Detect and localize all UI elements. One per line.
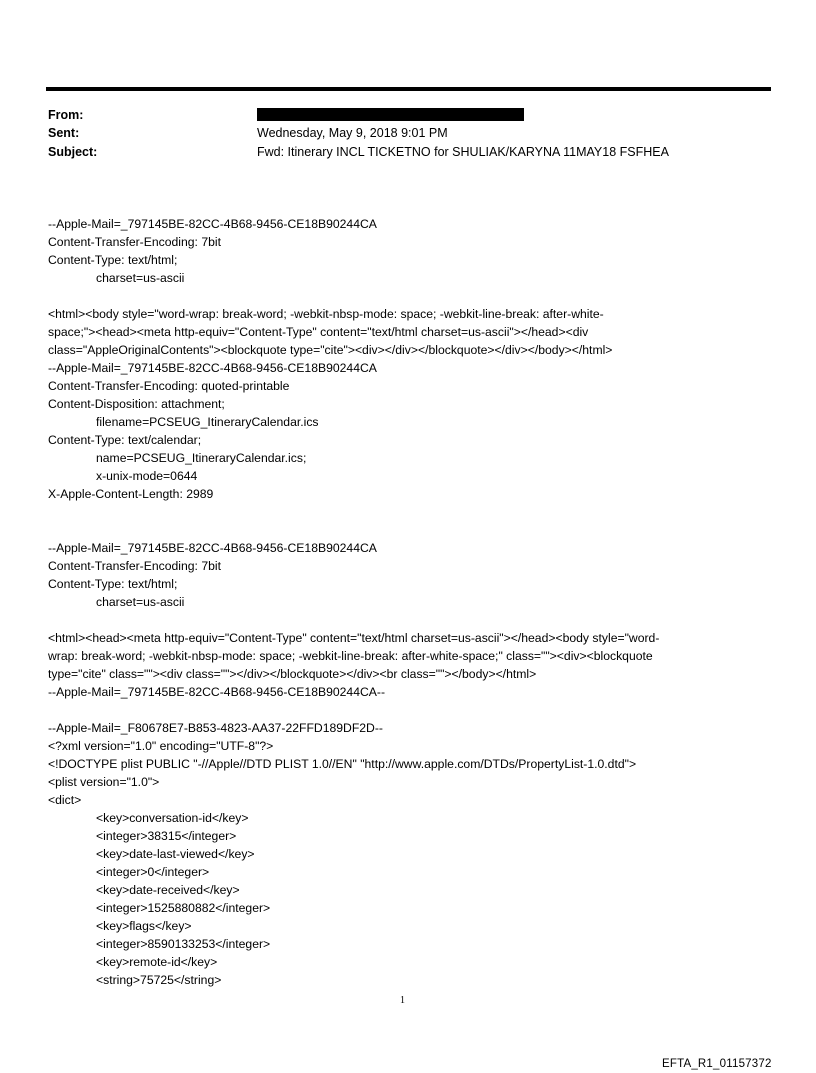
mime-block-5 — [48, 719, 778, 989]
body-line: --Apple-Mail=_F80678E7-B853-4823-AA37-22FFD189DF2D-- — [48, 721, 383, 735]
bates-number: EFTA_R1_01157372 — [662, 1058, 772, 1070]
body-line: X-Apple-Content-Length: 2989 — [48, 487, 214, 501]
body-line: class="AppleOriginalContents"><blockquote type="cite"><div></div></blockquote></div></body></html> — [48, 343, 613, 357]
body-line: <html><head><meta http-equiv="Content-Type" content="text/html charset=us-ascii"></head><body style="word- — [48, 631, 660, 645]
body-line: --Apple-Mail=_797145BE-82CC-4B68-9456-CE18B90244CA — [48, 541, 377, 555]
body-line: <?xml version="1.0" encoding="UTF-8"?> — [48, 739, 274, 753]
body-line: <key>date-received</key> — [96, 883, 240, 897]
sent-value: Wednesday, May 9, 2018 9:01 PM — [257, 126, 448, 140]
body-line: charset=us-ascii — [96, 595, 185, 609]
body-line: Content-Transfer-Encoding: 7bit — [48, 559, 221, 573]
body-line: x-unix-mode=0644 — [96, 469, 198, 483]
body-line: type="cite" class=""><div class=""></div></blockquote></div><br class=""></body></html> — [48, 667, 537, 681]
body-line: <key>flags</key> — [96, 919, 192, 933]
body-line: Content-Type: text/html; — [48, 253, 178, 267]
subject-value: Fwd: Itinerary INCL TICKETNO for SHULIAK/KARYNA 11MAY18 FSFHEA — [257, 145, 669, 159]
page-number: 1 — [400, 995, 405, 1006]
body-line: <html><body style="word-wrap: break-word; -webkit-nbsp-mode: space; -webkit-line-break: after-white- — [48, 307, 604, 321]
body-line: name=PCSEUG_ItineraryCalendar.ics; — [96, 451, 307, 465]
body-line: filename=PCSEUG_ItineraryCalendar.ics — [96, 415, 319, 429]
body-line: <key>remote-id</key> — [96, 955, 218, 969]
body-line: <integer>0</integer> — [96, 865, 210, 879]
body-line: <!DOCTYPE plist PUBLIC "-//Apple//DTD PLIST 1.0//EN" "http://www.apple.com/DTDs/PropertyList-1.0.dtd"> — [48, 757, 637, 771]
body-line: <integer>38315</integer> — [96, 829, 237, 843]
email-body — [48, 215, 778, 989]
body-line: <key>date-last-viewed</key> — [96, 847, 255, 861]
redaction-bar — [257, 108, 524, 121]
body-line: <plist version="1.0"> — [48, 775, 160, 789]
body-line: charset=us-ascii — [96, 271, 185, 285]
sent-label: Sent: — [48, 126, 80, 140]
body-line: Content-Disposition: attachment; — [48, 397, 225, 411]
body-line: <string>75725</string> — [96, 973, 222, 987]
mime-block-2 — [48, 305, 778, 503]
body-line: <key>conversation-id</key> — [96, 811, 249, 825]
mime-block-1 — [48, 215, 778, 287]
from-label: From: — [48, 108, 84, 122]
mime-block-3 — [48, 539, 778, 611]
header-rule — [46, 87, 771, 91]
body-line: space;"><head><meta http-equiv="Content-Type" content="text/html charset=us-ascii"></head><div — [48, 325, 589, 339]
mime-block-4 — [48, 629, 778, 701]
body-line: Content-Transfer-Encoding: quoted-printable — [48, 379, 290, 393]
body-line: <dict> — [48, 793, 82, 807]
body-line: Content-Transfer-Encoding: 7bit — [48, 235, 221, 249]
body-line: Content-Type: text/html; — [48, 577, 178, 591]
body-line: --Apple-Mail=_797145BE-82CC-4B68-9456-CE18B90244CA — [48, 361, 377, 375]
body-line: --Apple-Mail=_797145BE-82CC-4B68-9456-CE18B90244CA — [48, 217, 377, 231]
body-line: wrap: break-word; -webkit-nbsp-mode: space; -webkit-line-break: after-white-space;" class=""><div><blockquote — [48, 649, 653, 663]
body-line: Content-Type: text/calendar; — [48, 433, 202, 447]
body-line: --Apple-Mail=_797145BE-82CC-4B68-9456-CE18B90244CA-- — [48, 685, 386, 699]
body-line: <integer>8590133253</integer> — [96, 937, 271, 951]
body-line: <integer>1525880882</integer> — [96, 901, 271, 915]
subject-label: Subject: — [48, 145, 98, 159]
